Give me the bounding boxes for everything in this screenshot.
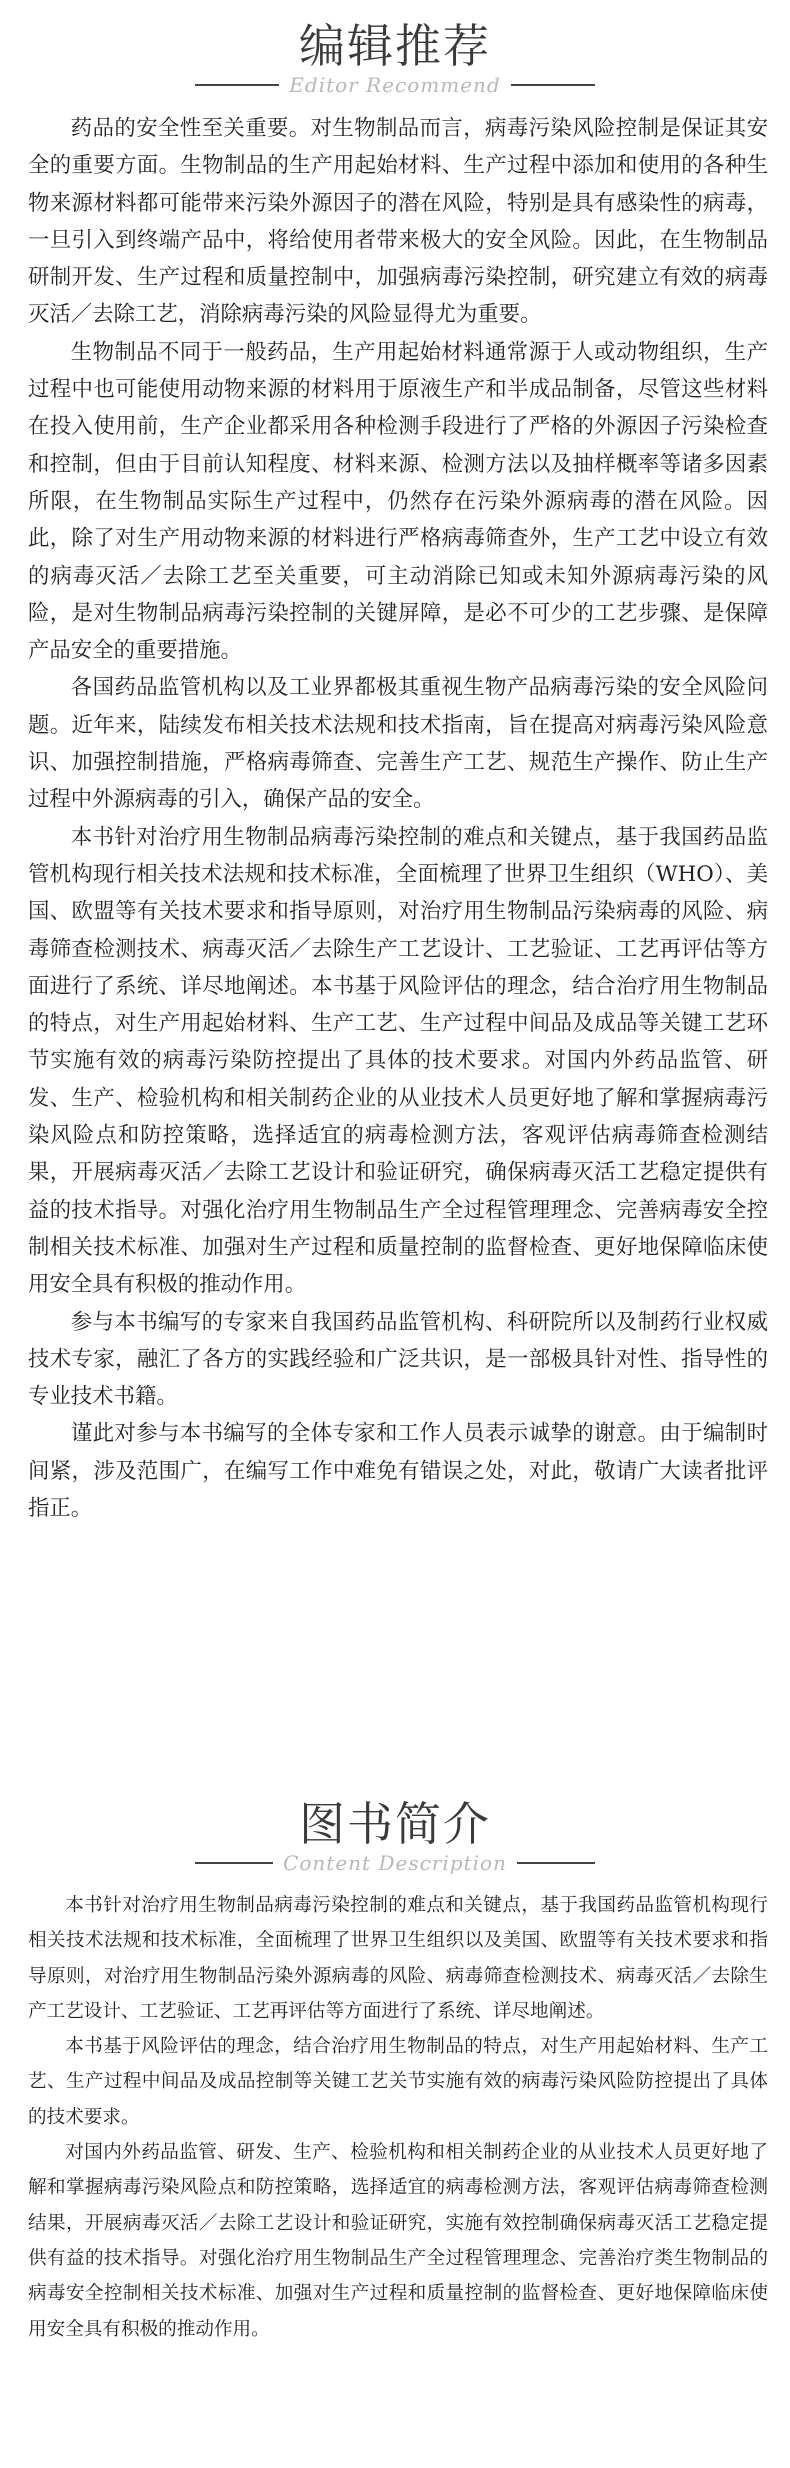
paragraph: 参与本书编写的专家来自我国药品监管机构、科研院所以及制药行业权威技术专家，融汇了各方的实践经验和广泛共识，是一部极具针对性、指导性的专业技术书籍。 [28,1309,768,1410]
paragraph: 本书针对治疗用生物制品病毒污染控制的难点和关键点，基于我国药品监管机构现行相关技术法规和技术标准，全面梳理了世界卫生组织以及美国、欧盟等有关技术要求和指导原则，对治疗用生物制品污染外源病毒的风险、病毒筛查检测技术、病毒灭活／去除生产工艺设计、工艺验证、工艺再评估等方面进行了系统、详尽地阐述。 [28,1895,768,2022]
content-description-section [0,1778,790,2347]
paragraph: 本书针对治疗用生物制品病毒污染控制的难点和关键点，基于我国药品监管机构现行相关技术法规和技术标准，全面梳理了世界卫生组织（WHO）、美国、欧盟等有关技术要求和指导原则，对治疗用生物制品污染病毒的风险、病毒筛查检测技术、病毒灭活／去除生产工艺设计、工艺验证、工艺再评估等方面进行了系统、详尽地阐述。本书基于风险评估的理念，结合治疗用生物制品的特点，对生产用起始材料、生产工艺、生产过程中间品及成品等关键工艺环节实施有效的病毒污染防控提出了具体的技术要求。对国内外药品监管、研发、生产、检验机构和相关制药企业的从业技术人员更好地了解和掌握病毒污染风险点和防控策略，选择适宜的病毒检测方法，客观评估病毒筛查检测结果，开展病毒灭活／去除工艺设计和验证研究，确保病毒灭活工艺稳定提供有益的技术指导。对强化治疗用生物制品生产全过程管理理念、完善病毒安全控制相关技术标准、加强对生产过程和质量控制的监督检查、更好地保障临床使用安全具有积极的推动作用。 [28,824,768,1298]
editor-recommend-heading [0,0,790,110]
paragraph: 对国内外药品监管、研发、生产、检验机构和相关制药企业的从业技术人员更好地了解和掌握病毒污染风险点和防控策略，选择适宜的病毒检测方法，客观评估病毒筛查检测结果，开展病毒灭活／去除工艺设计和验证研究，实施有效控制确保病毒灭活工艺稳定提供有益的技术指导。对强化治疗用生物制品生产全过程管理理念、完善治疗类生物制品的病毒安全控制相关技术标准、加强对生产过程和质量控制的监督检查、更好地保障临床使用安全具有积极的推动作用。 [28,2142,768,2340]
editor-recommend-title: 编辑推荐 [299,19,491,73]
content-description-heading [0,1778,790,1888]
content-description-subtitle: Content Description [273,1851,517,1875]
paragraph: 本书基于风险评估的理念，结合治疗用生物制品的特点，对生产用起始材料、生产工艺、生产过程中间品及成品控制等关键工艺关节实施有效的病毒污染风险防控提出了具体的技术要求。 [28,2036,768,2128]
content-description-body [0,1888,790,2347]
paragraph: 谨此对参与本书编写的全体专家和工作人员表示诚挚的谢意。由于编制时间紧，涉及范围广，在编写工作中难免有错误之处，对此，敬请广大读者批评指正。 [28,1421,768,1521]
editor-recommend-body [0,110,790,1527]
paragraph: 药品的安全性至关重要。对生物制品而言，病毒污染风险控制是保证其安全的重要方面。生物制品的生产用起始材料、生产过程中添加和使用的各种生物来源材料都可能带来污染外源因子的潜在风险，特别是具有感染性的病毒，一旦引入到终端产品中，将给使用者带来极大的安全风险。因此，在生物制品研制开发、生产过程和质量控制中，加强病毒污染控制，研究建立有效的病毒灭活／去除工艺，消除病毒污染的风险显得尤为重要。 [28,116,768,328]
paragraph: 生物制品不同于一般药品，生产用起始材料通常源于人或动物组织，生产过程中也可能使用动物来源的材料用于原液生产和半成品制备，尽管这些材料在投入使用前，生产企业都采用各种检测手段进行了严格的外源因子污染检查和控制，但由于目前认知程度、材料来源、检测方法以及抽样概率等诸多因素所限，在生物制品实际生产过程中，仍然存在污染外源病毒的潜在风险。因此，除了对生产用动物来源的材料进行严格病毒筛查外，生产工艺中设立有效的病毒灭活／去除工艺至关重要，可主动消除已知或未知外源病毒污染的风险，是对生物制品病毒污染控制的关键屏障，是必不可少的工艺步骤、是保障产品安全的重要措施。 [28,339,768,664]
paragraph: 各国药品监管机构以及工业界都极其重视生物产品病毒污染的安全风险问题。近年来，陆续发布相关技术法规和技术指南，旨在提高对病毒污染风险意识、加强控制措施，严格病毒筛查、完善生产工艺、规范生产操作、防止生产过程中外源病毒的引入，确保产品的安全。 [28,675,768,813]
editor-recommend-subtitle: Editor Recommend [279,73,510,97]
content-description-title: 图书简介 [299,1797,491,1851]
